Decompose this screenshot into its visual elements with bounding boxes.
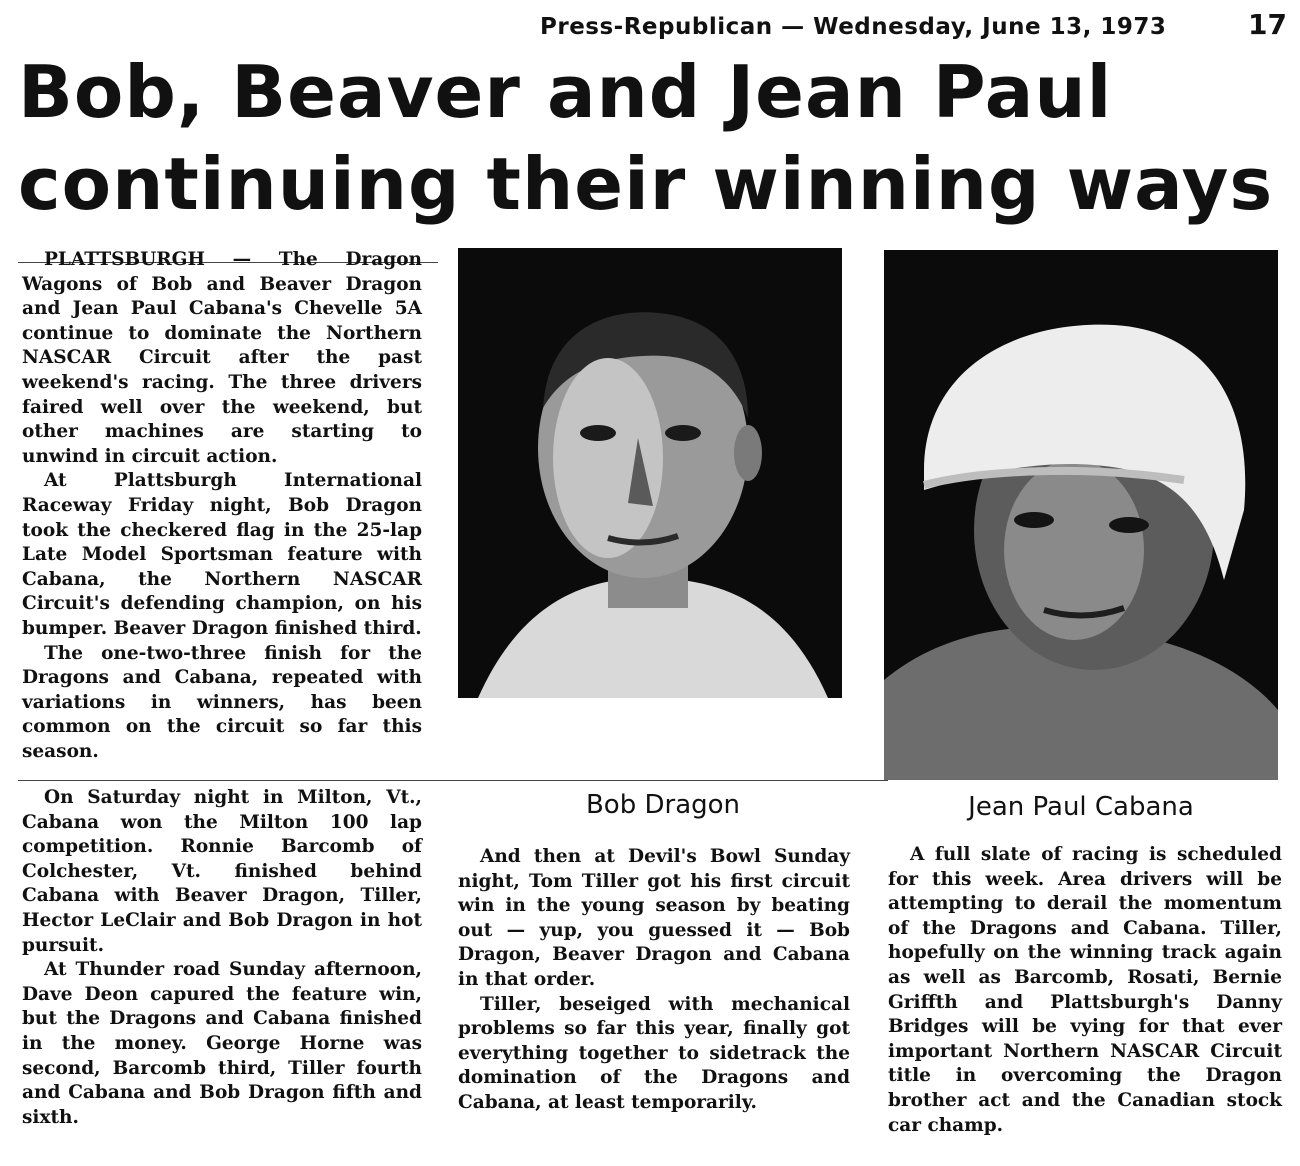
photo-caption-bob-dragon: Bob Dragon [585, 790, 741, 820]
paragraph: And then at Devil's Bowl Sunday night, Tom Tiller got his first circuit win in the young season by beating out — yup, you guessed it — Bob Dragon, Beaver Dragon and Cabana in that order. [458, 846, 850, 990]
article-column-2 [458, 845, 850, 1116]
portrait-image [458, 248, 842, 698]
headline-line-1: Bob, Beaver and Jean Paul [18, 50, 1113, 134]
column-rule-middle [18, 780, 888, 781]
headline-line-2: continuing their winning ways [18, 142, 1274, 226]
article-column-1-top [22, 248, 422, 764]
article-column-3 [888, 843, 1282, 1138]
headline [18, 46, 1288, 230]
photo-jean-paul-cabana [884, 250, 1278, 780]
paragraph: On Saturday night in Milton, Vt., Cabana won the Milton 100 lap competition. Ronnie Barcomb of Colchester, Vt. finished behind Cabana with Beaver Dragon, Tiller, Hector LeClair and Bob Dragon in hot pursuit. [22, 787, 422, 956]
folio-line: Press-Republican — Wednesday, June 13, 1973 [540, 14, 1167, 40]
photo-bob-dragon [458, 248, 842, 698]
paragraph: Tiller, beseiged with mechanical problems so far this year, finally got everything together to sidetrack the domination of the Dragons and Cabana, at least temporarily. [458, 993, 850, 1113]
portrait-image [884, 250, 1278, 780]
paragraph: At Thunder road Sunday afternoon, Dave Deon capured the feature win, but the Dragons and Cabana finished in the money. George Horne was second, Barcomb third, Tiller fourth and Cabana and Bob Dragon fifth and sixth. [22, 959, 422, 1128]
paragraph: A full slate of racing is scheduled for this week. Area drivers will be attempting to derail the momentum of the Dragons and Cabana. Tiller, hopefully on the winning track again as well as Barcomb, Rosati, Bernie Griffth and Plattsburgh's Danny Bridges will be vying for that ever important Northern NASCAR Circuit title in overcoming the Dragon brother act and the Canadian stock car champ. [888, 844, 1282, 1136]
paragraph: PLATTSBURGH — The Dragon Wagons of Bob and Beaver Dragon and Jean Paul Cabana's Chevelle 5A continue to dominate the Northern NASCAR Circuit after the past weekend's racing. The three drivers faired well over the weekend, but other machines are starting to unwind in circuit action. [22, 249, 422, 467]
masthead [0, 8, 1300, 48]
paragraph: The one-two-three finish for the Dragons and Cabana, repeated with variations in winners, has been common on the circuit so far this season. [22, 642, 422, 762]
article-column-1-bottom [22, 786, 422, 1130]
photo-caption-jean-paul-cabana: Jean Paul Cabana [968, 792, 1194, 822]
paragraph: At Plattsburgh International Raceway Friday night, Bob Dragon took the checkered flag in the 25-lap Late Model Sportsman feature with Cabana, the Northern NASCAR Circuit's defending champion, on his bumper. Beaver Dragon finished third. [22, 470, 422, 639]
page-number: 17 [1248, 8, 1287, 41]
